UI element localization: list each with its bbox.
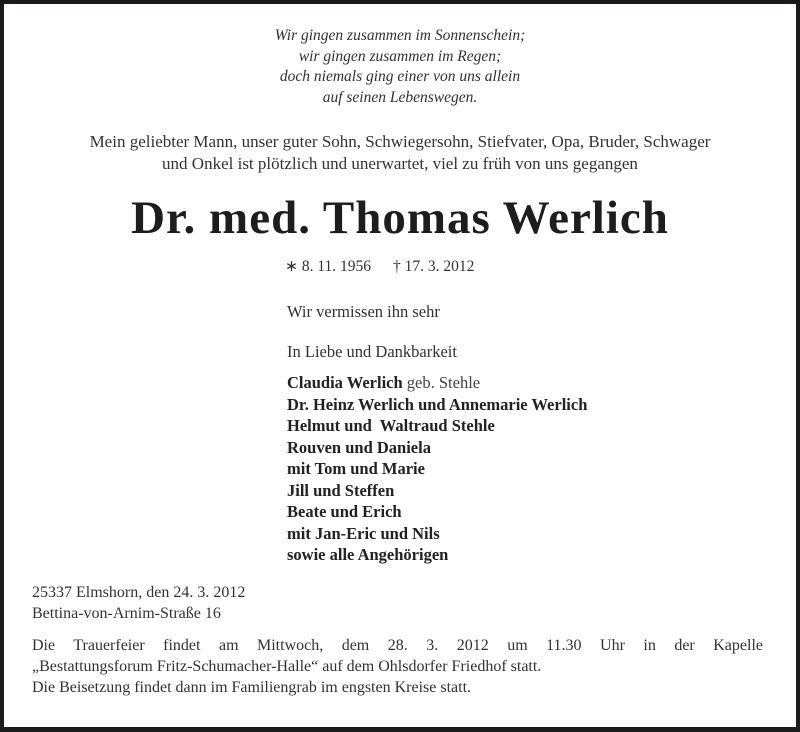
poem [4, 26, 796, 108]
family-line: Beate und Erich [287, 502, 402, 521]
birth-date: ∗ 8. 11. 1956 [285, 258, 372, 275]
intro-line: Mein geliebter Mann, unser guter Sohn, Schwiegersohn, Stiefvater, Opa, Bruder, Schwager [89, 132, 711, 151]
family-line: Helmut und Waltraud Stehle [287, 416, 495, 435]
family-line: Rouven und Daniela [287, 437, 431, 457]
spouse-name: Claudia Werlich [287, 373, 403, 392]
city-date: 25337 Elmshorn, den 24. 3. 2012 [32, 584, 246, 601]
obituary-notice [4, 4, 796, 727]
notice-line: „Bestattungsforum Fritz-Schumacher-Halle“ auf dem Ohlsdorfer Friedhof statt. [32, 658, 542, 675]
notice-line: Die Beisetzung findet dann im Familiengrab im engsten Kreise statt. [32, 679, 472, 696]
family-line: Jill und Steffen [287, 480, 395, 500]
intro-line: und Onkel ist plötzlich und unerwartet, viel zu früh von uns gegangen [162, 153, 638, 173]
street: Bettina-von-Arnim-Straße 16 [32, 605, 221, 622]
poem-line: Wir gingen zusammen im Sonnenschein; [274, 27, 526, 44]
poem-line: auf seinen Lebenswegen. [322, 88, 478, 106]
family-line [287, 372, 587, 394]
address [32, 582, 245, 624]
poem-line: wir gingen zusammen im Regen; [298, 47, 502, 65]
family-line: Dr. Heinz Werlich und Annemarie Werlich [287, 394, 588, 414]
notice-line: Die Trauerfeier findet am Mittwoch, dem 28. 3. 2012 um 11.30 Uhr in der Kapelle [32, 637, 763, 654]
family-line: mit Jan-Eric und Nils [287, 523, 440, 543]
intro-text [4, 131, 796, 174]
miss-message: Wir vermissen ihn sehr [287, 302, 440, 321]
family-line: sowie alle Angehörigen [287, 545, 449, 564]
life-dates [285, 257, 496, 276]
funeral-notice [32, 635, 763, 698]
deceased-name: Dr. med. Thomas Werlich [131, 192, 669, 244]
death-date: † 17. 3. 2012 [393, 258, 475, 275]
spouse-maiden-name: geb. Stehle [402, 373, 481, 392]
gratitude-message: In Liebe und Dankbarkeit [287, 342, 457, 361]
family-list [287, 372, 587, 566]
family-line: mit Tom und Marie [287, 459, 425, 478]
poem-line: doch niemals ging einer von uns allein [279, 68, 521, 85]
